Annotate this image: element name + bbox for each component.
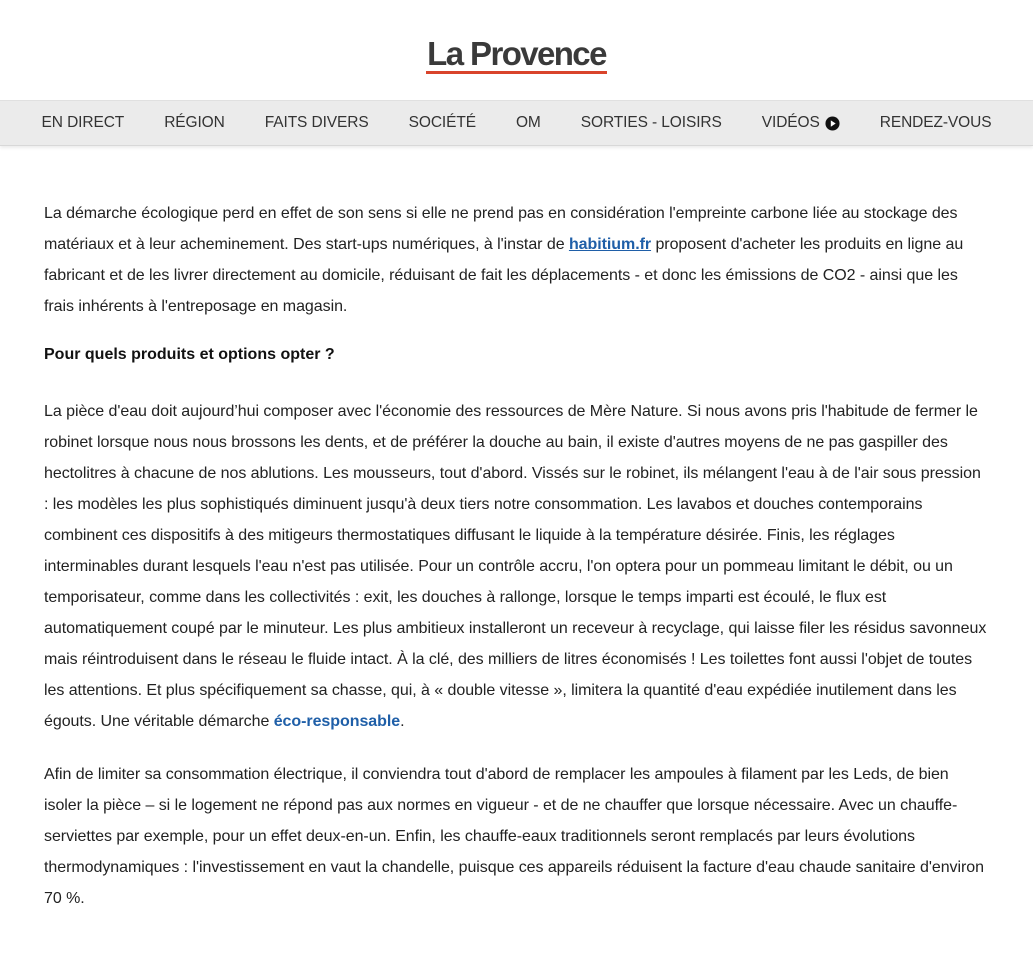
article-paragraph-3: Afin de limiter sa consommation électrique, il conviendra tout d'abord de remplacer les ampoules à filament par les Leds, de bien isoler la pièce – si le logement ne répond pas aux normes en vigueur - et de ne chauffer que lorsque nécessaire. Avec un chauffe-serviettes par exemple, pour un effet deux-en-un. Enfin, les chauffe-eaux traditionnels seront remplacés par leurs évolutions thermodynamiques : l'investissement en vaut la chandelle, puisque ces appareils réduisent la facture d'eau chaude sanitaire d'environ 70 %. [44,766,984,907]
habitium-link[interactable]: habitium.fr [568,236,652,253]
site-header [0,0,1033,100]
paragraph-2-text-before: La pièce d'eau doit aujourd’hui composer avec l'économie des ressources de Mère Nature. Si nous avons pris l'habitude de fermer le robinet lorsque nous nous brossons les dents, et de préférer la douche au bain, il existe d'autres moyens de ne pas gaspiller des hectolitres à chacune de nos ablutions. Les mousseurs, tout d'abord. Vissés sur le robinet, ils mélangent l'eau à de l'air sous pression : les modèles les plus sophistiqués diminuent jusqu'à deux tiers notre consommation. Les lavabos et douches contemporains combinent ces dispositifs à des mitigeurs thermostatiques diffusant le liquide à la température désirée. Finis, les réglages interminables durant lesquels l'eau n'est pas utilisée. Pour un contrôle accru, l'on optera pour un pommeau limitant le débit, ou un temporisateur, comme dans les collectivités : exit, les douches à rallonge, lorsque le temps imparti est écoulé, le flux est automatiquement coupé par le minuteur. Les plus ambitieux installeront un receveur à recyclage, qui laisse filer les résidus savonneux mais réintroduisent dans le réseau le fluide intact. À la clé, des milliers de litres économisés ! Les toilettes font aussi l'objet de toutes les attentions. Et plus spécifiquement sa chasse, qui, à « double vitesse », limitera la quantité d'eau expédiée inutilement dans les égouts. Une véritable démarche [44,403,987,730]
nav-item-societe[interactable]: SOCIÉTÉ [408,114,476,131]
nav-item-om[interactable]: OM [515,114,541,131]
article-paragraph-1 [44,198,989,322]
nav-item-en-direct[interactable]: EN DIRECT [41,114,125,131]
nav-item-videos[interactable] [762,114,840,132]
paragraph-1-text-after: proposent d'acheter les produits en ligne au fabricant et de les livrer directement au domicile, réduisant de fait les déplacements - et donc les émissions de CO2 - ainsi que les frais inhérents à l'entreposage en magasin. [44,236,964,315]
nav-item-rendez-vous[interactable]: RENDEZ-VOUS [879,114,992,131]
logo-text[interactable]: La Provence [427,35,606,72]
nav-item-videos-label: VIDÉOS [761,114,820,131]
nav-item-region[interactable]: RÉGION [164,114,225,131]
main-nav [0,100,1033,146]
play-circle-icon [825,116,840,131]
article-body [0,146,1033,914]
section-heading: Pour quels produits et options opter ? [44,346,335,363]
paragraph-1-text-before: La démarche écologique perd en effet de son sens si elle ne prend pas en considération l'empreinte carbone liée au stockage des matériaux et à leur acheminement. Des start-ups numériques, à l'instar de [44,205,958,253]
nav-item-sorties-loisirs[interactable]: SORTIES - LOISIRS [580,114,722,131]
article-paragraph-2 [44,396,989,737]
nav-item-faits-divers[interactable]: FAITS DIVERS [264,114,369,131]
paragraph-2-text-after: . [400,713,405,730]
logo[interactable] [0,37,1033,74]
eco-responsable-link[interactable]: éco-responsable [273,713,401,730]
